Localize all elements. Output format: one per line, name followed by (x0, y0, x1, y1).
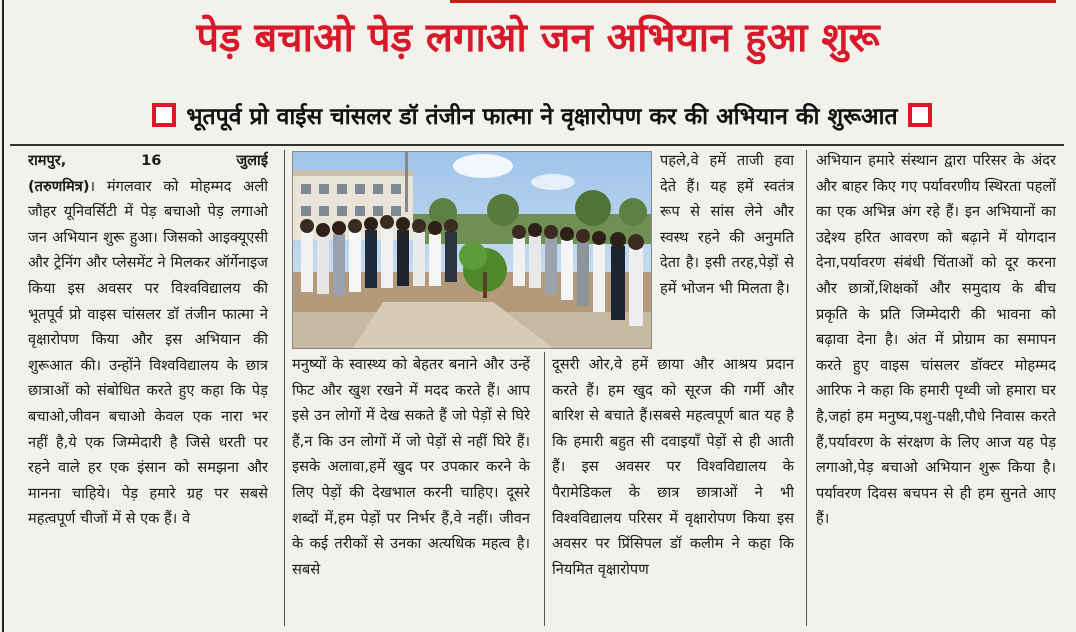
dateline (28, 148, 268, 174)
photo-icon (293, 152, 651, 348)
column-divider (544, 352, 545, 626)
square-bullet-icon (152, 103, 176, 127)
article-column-4 (816, 148, 1056, 628)
article-column-3-top (660, 148, 794, 352)
subheadline: भूतपूर्व प्रो वाईस चांसलर डॉ तंजीन फात्मा ने वृक्षारोपण कर की अभियान की शुरूआत (186, 104, 898, 130)
square-bullet-icon (908, 103, 932, 127)
headline: पेड़ बचाओ पेड़ लगाओ जन अभियान हुआ शुरू (196, 15, 880, 61)
column-divider (284, 150, 285, 626)
subheadline-row (62, 94, 1022, 136)
column-2-text: मनुष्यों के स्वास्थ्य को बेहतर बनाने और उन्हें फिट और खुश रखने में मदद करते हैं। आप इसे उन लोगों में देख सकते हैं जो पेड़ों से घिरे हैं,न कि उन लोगों में जो पेड़ों से नहीं घिरे हैं। इसके अलावा,हमें खुद पर उपकार करने के लिए पेड़ों की देखभाल करनी चाहिए। दूसरे शब्दों में,हम पेड़ों पर निर्भर हैं,वे नहीं। जीवन के कई तरीकों से उनका अत्यधिक महत्व है। सबसे (292, 356, 530, 578)
news-photo (292, 151, 652, 349)
dateline-source: (तरुणमित्र) (28, 177, 90, 195)
article-column-1 (28, 148, 268, 628)
article-column-3 (552, 352, 794, 628)
divider-rule (10, 144, 1064, 146)
page-edge-line (2, 0, 4, 632)
top-accent-rule (450, 0, 1056, 3)
dateline-city: रामपुर, (28, 152, 67, 169)
column-divider (806, 150, 807, 626)
article-column-2 (292, 352, 530, 628)
dateline-month: जुलाई (236, 152, 268, 169)
dateline-day: 16 (141, 152, 162, 169)
column-4-text: अभियान हमारे संस्थान द्वारा परिसर के अंदर और बाहर किए गए पर्यावरणीय स्थिरता पहलों का एक अभिन्न अंग रहे हैं। इन अभियानों का उद्देश्य हरित आवरण को बढ़ाने में योगदान देना,पर्यावरण संबंधी चिंताओं को दूर करना और छात्रों,शिक्षकों और समुदाय के बीच प्रकृति के प्रति जिम्मेदारी की भावना को बढ़ावा देना है। अंत में प्रोग्राम का समापन करते हुए वाइस चांसलर डॉक्टर मोहम्मद आरिफ ने कहा कि हमारी पृथ्वी जो हमारा घर है,जहां हम मनुष्य,पशु-पक्षी,पौधे निवास करते हैं,पर्यावरण के संरक्षण के लिए आज यह पेड़ लगाओ,पेड़ बचाओ अभियान शुरू किया है। पर्यावरण दिवस बचपन से ही हम सुनते आए हैं। (816, 152, 1056, 528)
column-1-text: । मंगलवार को मोहम्मद अली जौहर यूनिवर्सिटी में पेड़ बचाओ पेड़ लगाओ जन अभियान शुरू हुआ। जिसको आइक्यूएसी और ट्रेनिंग और प्लेसमेंट ने मिलकर ऑर्गेनाइज किया इस अवसर पर विश्वविद्यालय की भूतपूर्व प्रो वाइस चांसलर डॉ तंजीन फात्मा ने वृक्षारोपण किया और इस अभियान की शुरूआत की। उन्होंने विश्वविद्यालय के छात्र छात्राओं को संबोधित करते हुए कहा कि पेड़ बचाओ,जीवन बचाओ केवल एक नारा भर नहीं है,ये एक जिम्मेदारी है जिसे धरती पर रहने वाले हर एक इंसान को समझना और मानना चाहिये। पेड़ हमारे ग्रह पर सबसे महत्वपूर्ण चीजों में से एक हैं। वे (28, 177, 268, 528)
column-3-text: दूसरी ओर,वे हमें छाया और आश्रय प्रदान करते हैं। हम खुद को सूरज की गर्मी और बारिश से बचाते हैं।सबसे महत्वपूर्ण बात यह है कि हमारी बहुत सी दवाइयाँ पेड़ों से ही आती हैं। इस अवसर पर विश्वविद्यालय के पैरामेडिकल के छात्र छात्राओं ने भी विश्वविद्यालय परिसर में वृक्षारोपण किया इस अवसर पर प्रिंसिपल डॉ कलीम ने कहा कि नियमित वृक्षारोपण (552, 356, 794, 578)
column-3-top-text: पहले,वे हमें ताजी हवा देते हैं। यह हमें स्वतंत्र रूप से सांस लेने और स्वस्थ रहने की अनुमति देता है। इसी तरह,पेड़ों से हमें भोजन भी मिलता है। (660, 152, 794, 297)
